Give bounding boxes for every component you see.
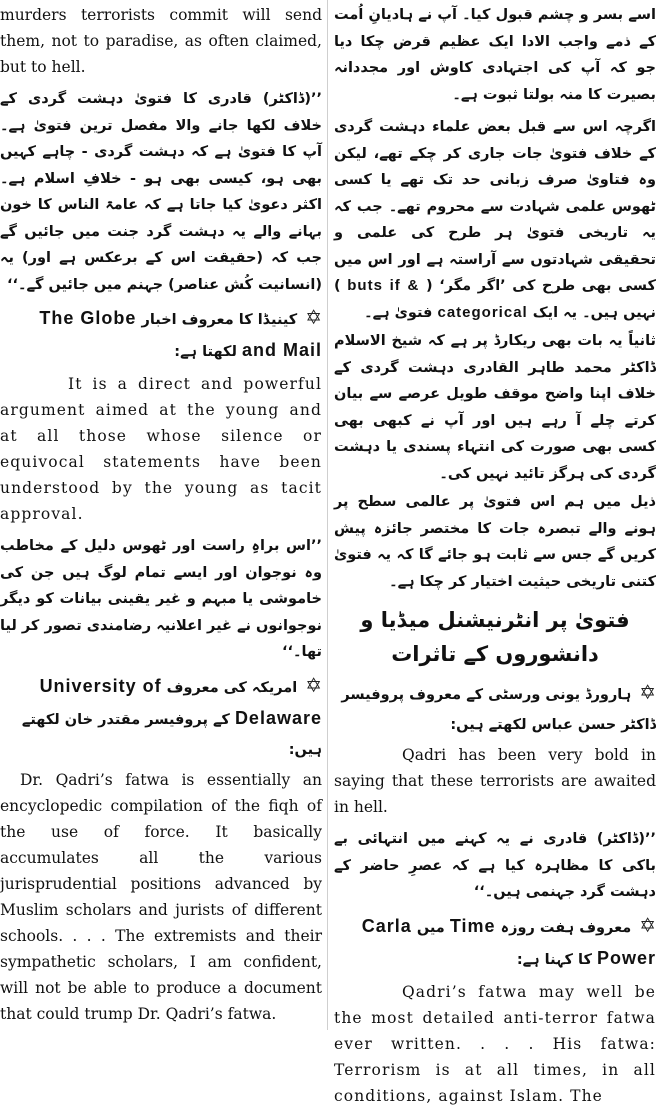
star-of-david-icon: ✡	[305, 672, 322, 697]
if-and-latin: if &	[389, 277, 420, 294]
harvard-attribution: ✡ہارورڈ یونی ورسٹی کے معروف پروفیسر ڈاکٹر حسن عباس لکھتے ہیں:	[341, 680, 656, 733]
urdu-paragraph-historic-fatwa: اگرچہ اس سے قبل بعض علماء دہشت گردی کے خلاف فتویٰ جات جاری کر چکے تھے، لیکن وہ فتاویٰ صرف زبانی حد تک تھے یا کسی ٹھوس علمی شہادت سے محروم تھے۔ جب کہ یہ تاریخی فتویٰ ہر طرح کی علمی و تحقیقی شہادتوں سے آراستہ ہے اور اس میں کسی بھی طرح کی ’اگر مگر‘ ( if & buts ) نہیں ہیں۔ یہ ایک categorical فتویٰ ہے۔	[334, 119, 656, 321]
delaware-name-latin: University of	[39, 675, 162, 696]
categorical-latin: categorical	[437, 303, 528, 321]
english-paragraph-harvard: Qadri has been very bold in saying that these terrorists are awaited in hell.	[334, 746, 656, 816]
urdu-paragraph-acceptance: اسے بسر و چشم قبول کیا۔ آپ نے ہادیانِ اُمت کے ذمے واجب الادا ایک عظیم قرض چکا دیا جو کہ آپ کی اجتہادی کاوش اور مجددانہ بصیرت کا منہ بولتا ثبوت ہے۔	[334, 7, 656, 103]
delaware-name-latin-2: Delaware	[234, 707, 322, 728]
urdu-paragraph-review: ذیل میں ہم اس فتویٰ پر عالمی سطح پر ہونے والے تبصرہ جات کا مختصر جائزہ پیش کریں گے جس سے ثابت ہو جائے گا کہ یہ فتویٰ کتنی تاریخی حیثیت اختیار کر چکا ہے۔	[334, 494, 656, 590]
globe-name-latin-2: and Mail	[241, 340, 322, 360]
globe-name-latin: The Globe	[39, 308, 137, 328]
delaware-attribution: ✡امریکہ کی معروف University of Delaware کے پروفیسر مقتدر خان لکھتے ہیں:	[21, 672, 322, 758]
time-attribution: ✡معروف ہفت روزہ Time میں Carla Power کا کہنا ہے:	[361, 912, 656, 968]
power-name-latin: Power	[596, 947, 656, 968]
left-column	[0, 0, 322, 1030]
english-paragraph-time: Qadri’s fatwa may well be the most detailed anti-terror fatwa ever written. . . . His fatwa: Terrorism is at all times, in all conditions, against Islam. The	[334, 982, 656, 1105]
time-name-latin: Time	[449, 915, 496, 936]
urdu-quote-harvard: ’’(ڈاکٹر) قادری نے یہ کہنے میں انتہائی بے باکی کا مظاہرہ کیا ہے کہ عصرِ حاضر کے دہشت گرد جہنمی ہیں۔‘‘	[334, 831, 656, 900]
right-column	[334, 0, 656, 1105]
english-paragraph-fatwa-intro: murders terrorists commit will send them, not to paradise, as often claimed, but to hell.	[0, 6, 322, 76]
english-paragraph-globe: It is a direct and powerful argument aimed at the young and at all those whose silence or equivocal statements have been understood by the young as tacit approval.	[0, 375, 322, 523]
urdu-paragraph-record: ثانیاً یہ بات بھی ریکارڈ پر ہے کہ شیخ الاسلام ڈاکٹر محمد طاہر القادری دہشت گردی کے خلاف اپنا واضح موقف طویل عرصے سے بیان کرتے چلے آ رہے ہیں اور آپ نے کبھی بھی کسی بھی صورت کی انتہاء پسندی یا دہشت گردی کی ہرگز تائید نہیں کی۔	[334, 333, 656, 482]
carla-name-latin: Carla	[361, 915, 412, 936]
urdu-quote-globe-translation: ’’اس براہِ راست اور ٹھوس دلیل کے مخاطب وہ نوجوان اور ایسے تمام لوگ ہیں جن کی خاموشی یا مبہم و غیر یقینی بیانات کو دیگر نوجوانوں نے غیر اعلانیہ رضامندی تصور کر لیا تھا۔‘‘	[0, 538, 322, 660]
star-of-david-icon: ✡	[639, 680, 656, 704]
column-divider	[327, 0, 328, 1030]
urdu-quote-globe: ’’(ڈاکٹر) قادری کا فتویٰ دہشت گردی کے خلاف لکھا جانے والا مفصل ترین فتویٰ ہے۔ آپ کا فتویٰ ہے کہ دہشت گردی - چاہے کہیں بھی ہو، کیسی بھی ہو - خلافِ اسلام ہے۔ اکثر دعویٰ کیا جاتا ہے کہ عامۃ الناس کا خون بہانے والے یہ دہشت گرد جنت میں جائیں گے جب کہ (حقیقت اس کے برعکس ہے اور) یہ (انسانیت کُش عناصر) جہنم میں جائیں گے۔‘‘	[0, 91, 322, 293]
star-of-david-icon: ✡	[639, 912, 656, 937]
globe-attribution: ✡کینیڈا کا معروف اخبار The Globe and Mail لکھتا ہے:	[39, 305, 322, 360]
section-heading: فتویٰ پر انٹرنیشنل میڈیا و دانشوروں کے تاثرات	[360, 608, 630, 666]
english-paragraph-delaware: Dr. Qadri’s fatwa is essentially an encyclopedic compilation of the fiqh of the use of force. It basically accumulates all the various jurisprudential positions advanced by Muslim scholars and jurists of different schools. . . . The extremists and their sympathetic scholars, I am confident, will not be able to produce a document that could trump Dr. Qadri’s fatwa.	[0, 770, 322, 1023]
buts-latin: buts	[347, 277, 383, 294]
star-of-david-icon: ✡	[305, 305, 322, 329]
